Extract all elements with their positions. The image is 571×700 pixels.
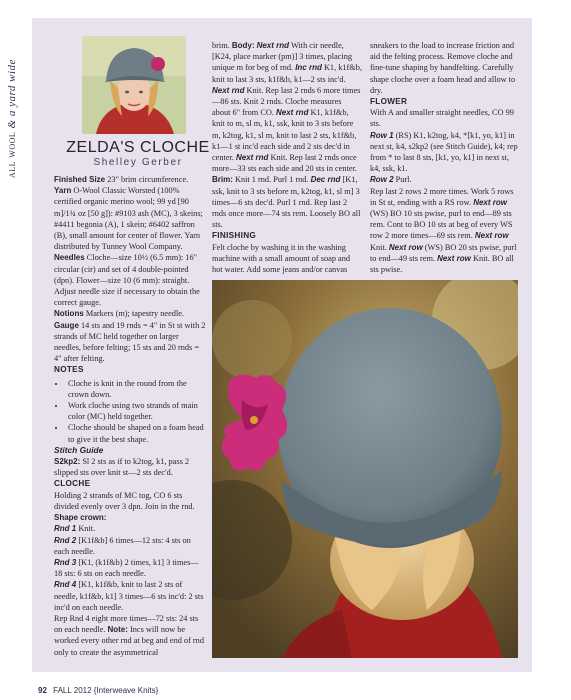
body-text: brim. Body: Next rnd With cir needle, [K24, place marker (pm)] 3 times, placing unique m for beg of rnd. Inc rnd K1, k1f&b, knit to last 3 sts, k1f&b, k1—2 sts inc'd. Next rnd Knit. Rep last 2 rnds 6 more times—86 sts. Knit 2 rnds. Cloche measures about 6" from CO. Next rnd K1, k1f&b, knit to m, sl m, k1, ssk, knit to 3 sts before m, k2tog, k1, sl m, knit to last 2 sts, k1f&b, k1—1 st inc'd each side and 2 sts dec'd in center. Next rnd Knit. Rep last 2 rnds once more—33 sts each side and 20 sts in center. Brim: Knit 1 rnd. Purl 1 rnd. Dec rnd [K1, ssk, knit to 3 sts before m, k2tog, k1, sl m] 3 times—6 sts dec'd. Purl 1 rnd. Rep last 2 rnds once more—74 sts rem. Loosely BO all sts. <box>212 41 362 230</box>
pattern-title: ZELDA'S CLOCHE <box>66 139 210 156</box>
finishing-heading: FINISHING <box>212 231 257 241</box>
needles: Needles Cloche—size 10½ (6.5 mm): 16" circular (cir) and set of 4 double-pointed (dpn). Flower—size 10 (6 mm): straight. Adjust needle size if necessary to obtain the correct gauge. <box>54 253 200 308</box>
shape-crown: Shape crown: <box>54 513 107 523</box>
rnd-3: Rnd 3 [K1, (k1f&b) 2 times, k1] 3 times—18 sts: 6 sts on each needle. <box>54 557 199 579</box>
row-1: Row 1 (RS) K1, k2tog, k4, *[k1, yo, k1] in next st, k4, s2kp2 (see Stitch Guide), k4; rep from * to last 8 sts, [k1, yo, k1] in next st, k4, ssk, k1. <box>370 130 518 174</box>
cloche-heading: CLOCHE <box>54 479 91 489</box>
stitch-guide-heading: Stitch Guide <box>54 444 104 455</box>
column-1 <box>54 174 206 658</box>
finishing-text: Felt cloche by washing it in the washing machine with a small amount of soap and hot water. Add some jeans and/or canvas <box>212 242 351 275</box>
rnd-2: Rnd 2 [K1f&b] 6 times—12 sts: 4 sts on each needle. <box>54 535 191 556</box>
section-label-part1: all wool <box>6 131 18 178</box>
finished-size: Finished Size 23" brim circumference. <box>54 175 189 184</box>
note-item: • Cloche is knit in the round from the crown down. <box>66 378 206 400</box>
section-label-part2: a yard wide <box>6 59 18 117</box>
flower-rows: Rep last 2 rows 2 more times. Work 5 rows in St st, ending with a RS row. Next row (WS) BO 10 sts pwise, purl to end—89 sts rem. Cont to BO 10 sts at beg of every WS row 2 more times—69 sts rem. Next row Knit. Next row (WS) BO 20 sts pwise, purl to end—49 sts rem. Next row Knit. BO all sts pwise. <box>370 186 517 275</box>
note-item: • Cloche should be shaped on a foam head to give it the best shape. <box>66 422 206 444</box>
note-item: • Work cloche using two strands of main color (MC) held together. <box>66 400 206 422</box>
column-2 <box>212 40 362 275</box>
page-footer <box>38 686 158 695</box>
gauge: Gauge 14 sts and 19 rnds = 4" in St st with 2 strands of MC held together on larger needles, before felting; 15 sts and 20 rnds = 4" after felting. <box>54 320 206 364</box>
section-label-amp: & <box>6 119 18 129</box>
row-2: Row 2 Purl. <box>370 175 412 185</box>
section-label <box>6 59 18 178</box>
finishing-cont: sneakers to the load to increase friction and aid the felting process. Remove cloche and fine-tune shaping by handfelting. Carefully shape cloche over a foam head and allow to dry. <box>370 41 516 95</box>
notes-list <box>54 378 206 445</box>
page-number: 92 <box>38 686 47 695</box>
s2kp2: S2kp2: Sl 2 sts as if to k2tog, k1, pass 2 slipped sts over knit st—2 sts dec'd. <box>54 457 190 478</box>
column-3 <box>370 40 518 275</box>
yarn: Yarn O-Wool Classic Worsted (100% certified organic merino wool; 99 yd [90 m]/1¾ oz [50 g]): #9103 ash (MC), 3 skeins; #4411 begonia (A), 1 skein; #6402 saffron (B), small amount for center of flower. Yarn distributed by Tunney Wool Company. <box>54 186 203 252</box>
rnd-4: Rnd 4 [K1, k1f&b, knit to last 2 sts of needle, k1f&b, k1] 3 times—6 sts inc'd: 2 sts inc'd on each needle. <box>54 580 204 612</box>
flower-intro: With A and smaller straight needles, CO 99 sts. <box>370 108 514 129</box>
portrait-photo <box>82 36 186 134</box>
pattern-designer: Shelley Gerber <box>93 157 183 168</box>
rnd-1: Rnd 1 Knit. <box>54 524 96 534</box>
notions: Notions Markers (m); tapestry needle. <box>54 309 185 319</box>
cloche-photo <box>212 280 518 658</box>
issue-date: FALL 2012 <box>53 686 92 695</box>
notes-heading: NOTES <box>54 365 84 375</box>
magazine-name: {Interweave Knits} <box>93 686 159 695</box>
cloche-intro: Holding 2 strands of MC tog, CO 6 sts divided evenly over 3 dpn. Join in the rnd. <box>54 490 195 511</box>
flower-heading: FLOWER <box>370 97 408 107</box>
rep-rnd-4: Rep Rnd 4 eight more times—72 sts: 24 sts on each needle. Note: Incs will now be worked every other rnd at beg and end of rnd only to create the asymmetrical <box>54 613 204 657</box>
